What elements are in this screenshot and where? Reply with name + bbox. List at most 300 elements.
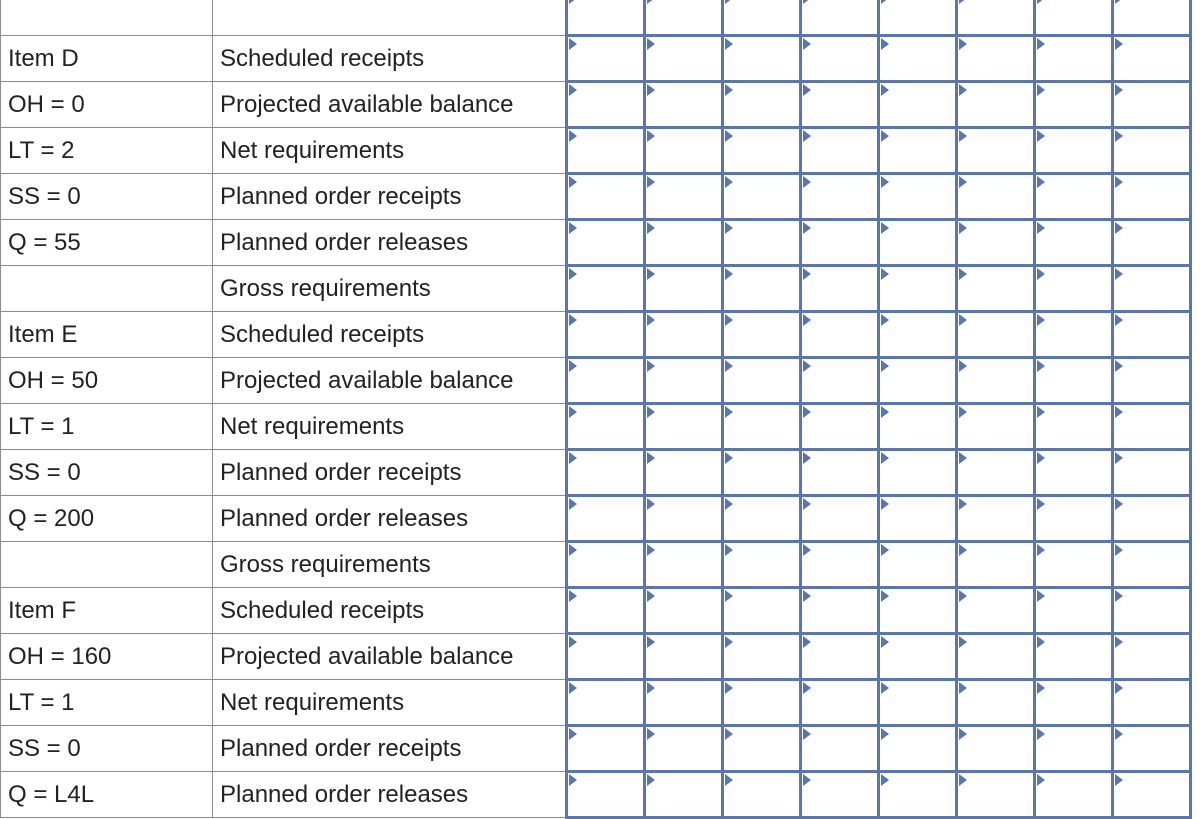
period-value-input[interactable] [646, 359, 721, 402]
period-value-input[interactable] [1114, 313, 1189, 356]
period-value-input[interactable] [802, 83, 877, 126]
period-value-input[interactable] [802, 267, 877, 310]
period-value-input[interactable] [568, 451, 643, 494]
period-value-input[interactable] [646, 221, 721, 264]
period-cell[interactable] [957, 220, 1035, 266]
period-cell[interactable] [879, 266, 957, 312]
period-cell[interactable] [645, 542, 723, 588]
period-cell[interactable] [957, 726, 1035, 772]
period-cell[interactable] [879, 680, 957, 726]
period-value-input[interactable] [958, 0, 1033, 34]
period-cell[interactable] [723, 542, 801, 588]
period-cell[interactable] [723, 36, 801, 82]
period-cell[interactable] [567, 174, 645, 220]
period-value-input[interactable] [724, 589, 799, 632]
period-value-input[interactable] [724, 83, 799, 126]
period-value-input[interactable] [646, 267, 721, 310]
period-cell[interactable] [645, 220, 723, 266]
period-cell[interactable] [645, 496, 723, 542]
item-parameter-cell: Item D [1, 36, 213, 82]
period-cell[interactable] [1113, 772, 1191, 818]
period-cell[interactable] [801, 266, 879, 312]
period-value-input[interactable] [802, 0, 877, 34]
period-cell[interactable] [567, 266, 645, 312]
period-value-input[interactable] [724, 451, 799, 494]
period-value-input[interactable] [958, 497, 1033, 540]
period-cell[interactable] [957, 266, 1035, 312]
period-cell[interactable] [567, 128, 645, 174]
period-cell[interactable] [1035, 588, 1113, 634]
period-cell[interactable] [957, 36, 1035, 82]
period-value-input[interactable] [568, 83, 643, 126]
period-value-input[interactable] [646, 313, 721, 356]
item-parameter-cell: SS = 0 [1, 450, 213, 496]
period-cell[interactable] [1035, 634, 1113, 680]
period-value-input[interactable] [1036, 37, 1111, 80]
period-cell[interactable] [723, 266, 801, 312]
period-value-input[interactable] [724, 359, 799, 402]
period-cell[interactable] [801, 220, 879, 266]
period-value-input[interactable] [958, 359, 1033, 402]
period-value-input[interactable] [802, 175, 877, 218]
table-row [1, 82, 1191, 128]
period-value-input[interactable] [646, 0, 721, 34]
period-cell[interactable] [1035, 82, 1113, 128]
row-label-cell: Planned order receipts [213, 450, 567, 496]
period-cell[interactable] [645, 450, 723, 496]
period-value-input[interactable] [802, 635, 877, 678]
period-cell[interactable] [645, 82, 723, 128]
period-cell[interactable] [1113, 128, 1191, 174]
period-value-input[interactable] [646, 451, 721, 494]
period-value-input[interactable] [724, 313, 799, 356]
row-label-cell: Net requirements [213, 128, 567, 174]
period-value-input[interactable] [1114, 635, 1189, 678]
period-cell[interactable] [957, 772, 1035, 818]
period-value-input[interactable] [880, 635, 955, 678]
period-value-input[interactable] [958, 773, 1033, 816]
period-cell[interactable] [645, 36, 723, 82]
period-value-input[interactable] [958, 37, 1033, 80]
period-cell[interactable] [1113, 404, 1191, 450]
period-value-input[interactable] [802, 681, 877, 724]
period-value-input[interactable] [802, 773, 877, 816]
row-label-cell: Net requirements [213, 680, 567, 726]
period-cell[interactable] [723, 634, 801, 680]
period-value-input[interactable] [1114, 267, 1189, 310]
period-value-input[interactable] [802, 221, 877, 264]
period-value-input[interactable] [568, 221, 643, 264]
period-value-input[interactable] [724, 129, 799, 172]
period-cell[interactable] [723, 128, 801, 174]
period-value-input[interactable] [568, 543, 643, 586]
period-value-input[interactable] [646, 497, 721, 540]
period-value-input[interactable] [568, 129, 643, 172]
period-cell[interactable] [723, 220, 801, 266]
period-cell[interactable] [1113, 358, 1191, 404]
period-value-input[interactable] [724, 773, 799, 816]
period-cell[interactable] [1035, 36, 1113, 82]
period-cell[interactable] [879, 174, 957, 220]
period-value-input[interactable] [880, 773, 955, 816]
period-value-input[interactable] [568, 635, 643, 678]
period-value-input[interactable] [1036, 451, 1111, 494]
period-cell[interactable] [1035, 450, 1113, 496]
period-cell[interactable] [1113, 680, 1191, 726]
period-value-input[interactable] [568, 681, 643, 724]
period-cell[interactable] [801, 358, 879, 404]
period-value-input[interactable] [1036, 175, 1111, 218]
period-cell[interactable] [801, 680, 879, 726]
period-value-input[interactable] [1036, 543, 1111, 586]
period-cell[interactable] [723, 496, 801, 542]
period-value-input[interactable] [646, 727, 721, 770]
period-cell[interactable] [1035, 404, 1113, 450]
period-value-input[interactable] [1036, 681, 1111, 724]
period-value-input[interactable] [568, 405, 643, 448]
period-value-input[interactable] [724, 543, 799, 586]
period-cell[interactable] [1035, 772, 1113, 818]
period-cell[interactable] [1035, 312, 1113, 358]
period-value-input[interactable] [802, 589, 877, 632]
period-value-input[interactable] [802, 313, 877, 356]
period-cell[interactable] [645, 772, 723, 818]
period-cell[interactable] [645, 634, 723, 680]
row-label-cell: Projected available balance [213, 82, 567, 128]
period-cell[interactable] [879, 128, 957, 174]
period-value-input[interactable] [724, 405, 799, 448]
period-value-input[interactable] [568, 0, 643, 34]
period-cell[interactable] [567, 82, 645, 128]
period-value-input[interactable] [1114, 773, 1189, 816]
period-cell[interactable] [957, 404, 1035, 450]
period-cell[interactable] [1113, 542, 1191, 588]
period-cell[interactable] [879, 588, 957, 634]
period-value-input[interactable] [568, 267, 643, 310]
period-cell[interactable] [879, 772, 957, 818]
period-value-input[interactable] [568, 359, 643, 402]
period-value-input[interactable] [568, 37, 643, 80]
period-value-input[interactable] [958, 267, 1033, 310]
period-cell[interactable] [723, 0, 801, 36]
period-cell[interactable] [879, 220, 957, 266]
period-value-input[interactable] [802, 359, 877, 402]
period-cell[interactable] [879, 358, 957, 404]
item-parameter-cell: SS = 0 [1, 174, 213, 220]
period-cell[interactable] [879, 404, 957, 450]
period-value-input[interactable] [1114, 589, 1189, 632]
period-cell[interactable] [567, 772, 645, 818]
period-cell[interactable] [879, 634, 957, 680]
period-value-input[interactable] [958, 589, 1033, 632]
period-cell[interactable] [1113, 36, 1191, 82]
period-cell[interactable] [1035, 0, 1113, 36]
period-value-input[interactable] [1036, 0, 1111, 34]
period-value-input[interactable] [1114, 451, 1189, 494]
period-cell[interactable] [1113, 174, 1191, 220]
period-value-input[interactable] [880, 221, 955, 264]
period-value-input[interactable] [1036, 129, 1111, 172]
period-cell[interactable] [801, 634, 879, 680]
period-cell[interactable] [957, 0, 1035, 36]
period-cell[interactable] [723, 680, 801, 726]
period-value-input[interactable] [1114, 175, 1189, 218]
period-value-input[interactable] [958, 727, 1033, 770]
period-value-input[interactable] [724, 727, 799, 770]
period-value-input[interactable] [802, 37, 877, 80]
period-value-input[interactable] [880, 175, 955, 218]
period-cell[interactable] [645, 404, 723, 450]
period-cell[interactable] [645, 726, 723, 772]
period-value-input[interactable] [958, 175, 1033, 218]
period-cell[interactable] [957, 82, 1035, 128]
period-value-input[interactable] [1036, 589, 1111, 632]
period-cell[interactable] [723, 588, 801, 634]
period-value-input[interactable] [958, 221, 1033, 264]
period-cell[interactable] [957, 312, 1035, 358]
period-cell[interactable] [567, 588, 645, 634]
period-cell[interactable] [801, 496, 879, 542]
period-cell[interactable] [879, 82, 957, 128]
period-cell[interactable] [879, 312, 957, 358]
period-value-input[interactable] [646, 83, 721, 126]
period-value-input[interactable] [802, 543, 877, 586]
period-value-input[interactable] [1036, 359, 1111, 402]
period-value-input[interactable] [568, 313, 643, 356]
period-value-input[interactable] [1036, 727, 1111, 770]
period-cell[interactable] [879, 36, 957, 82]
period-value-input[interactable] [724, 0, 799, 34]
period-cell[interactable] [1035, 680, 1113, 726]
period-cell[interactable] [1035, 726, 1113, 772]
period-cell[interactable] [567, 404, 645, 450]
period-cell[interactable] [723, 312, 801, 358]
period-cell[interactable] [801, 128, 879, 174]
period-cell[interactable] [567, 220, 645, 266]
period-value-input[interactable] [958, 681, 1033, 724]
period-value-input[interactable] [1114, 37, 1189, 80]
period-value-input[interactable] [880, 681, 955, 724]
period-cell[interactable] [567, 36, 645, 82]
period-cell[interactable] [957, 358, 1035, 404]
item-parameter-cell: Q = L4L [1, 772, 213, 818]
period-cell[interactable] [1035, 358, 1113, 404]
period-value-input[interactable] [880, 37, 955, 80]
period-value-input[interactable] [958, 83, 1033, 126]
period-value-input[interactable] [958, 451, 1033, 494]
period-value-input[interactable] [1036, 221, 1111, 264]
period-value-input[interactable] [802, 727, 877, 770]
period-cell[interactable] [1113, 450, 1191, 496]
period-cell[interactable] [645, 358, 723, 404]
period-value-input[interactable] [1114, 727, 1189, 770]
period-cell[interactable] [645, 128, 723, 174]
period-value-input[interactable] [958, 543, 1033, 586]
period-value-input[interactable] [1036, 83, 1111, 126]
period-value-input[interactable] [880, 129, 955, 172]
period-cell[interactable] [723, 726, 801, 772]
period-cell[interactable] [801, 542, 879, 588]
period-value-input[interactable] [880, 497, 955, 540]
period-cell[interactable] [723, 450, 801, 496]
period-value-input[interactable] [646, 589, 721, 632]
period-cell[interactable] [957, 542, 1035, 588]
period-cell[interactable] [957, 128, 1035, 174]
period-cell[interactable] [567, 312, 645, 358]
period-cell[interactable] [1113, 726, 1191, 772]
period-value-input[interactable] [724, 37, 799, 80]
period-cell[interactable] [1035, 496, 1113, 542]
period-value-input[interactable] [1114, 83, 1189, 126]
period-cell[interactable] [645, 312, 723, 358]
period-value-input[interactable] [1036, 313, 1111, 356]
period-cell[interactable] [1035, 266, 1113, 312]
period-value-input[interactable] [958, 313, 1033, 356]
period-value-input[interactable] [1036, 497, 1111, 540]
period-cell[interactable] [1113, 588, 1191, 634]
period-cell[interactable] [567, 634, 645, 680]
period-cell[interactable] [879, 0, 957, 36]
period-value-input[interactable] [646, 405, 721, 448]
period-cell[interactable] [801, 450, 879, 496]
period-value-input[interactable] [646, 543, 721, 586]
period-cell[interactable] [567, 726, 645, 772]
period-cell[interactable] [1113, 634, 1191, 680]
period-cell[interactable] [723, 358, 801, 404]
period-value-input[interactable] [646, 175, 721, 218]
period-value-input[interactable] [1036, 405, 1111, 448]
period-value-input[interactable] [568, 727, 643, 770]
period-value-input[interactable] [802, 129, 877, 172]
period-cell[interactable] [723, 404, 801, 450]
period-cell[interactable] [567, 496, 645, 542]
period-cell[interactable] [723, 772, 801, 818]
period-cell[interactable] [1035, 128, 1113, 174]
period-value-input[interactable] [880, 0, 955, 34]
period-cell[interactable] [801, 404, 879, 450]
period-cell[interactable] [1035, 542, 1113, 588]
period-cell[interactable] [645, 588, 723, 634]
period-cell[interactable] [957, 588, 1035, 634]
period-cell[interactable] [801, 82, 879, 128]
period-value-input[interactable] [724, 497, 799, 540]
period-value-input[interactable] [724, 221, 799, 264]
period-cell[interactable] [567, 358, 645, 404]
period-cell[interactable] [1113, 496, 1191, 542]
period-value-input[interactable] [568, 589, 643, 632]
period-value-input[interactable] [802, 405, 877, 448]
period-cell[interactable] [1113, 220, 1191, 266]
period-cell[interactable] [645, 0, 723, 36]
period-cell[interactable] [723, 174, 801, 220]
period-value-input[interactable] [1114, 543, 1189, 586]
period-cell[interactable] [1035, 220, 1113, 266]
period-value-input[interactable] [646, 635, 721, 678]
period-value-input[interactable] [880, 313, 955, 356]
period-value-input[interactable] [1114, 405, 1189, 448]
period-value-input[interactable] [880, 267, 955, 310]
period-value-input[interactable] [1036, 773, 1111, 816]
period-cell[interactable] [801, 174, 879, 220]
period-cell[interactable] [567, 542, 645, 588]
period-cell[interactable] [957, 680, 1035, 726]
period-cell[interactable] [1113, 82, 1191, 128]
period-cell[interactable] [567, 0, 645, 36]
period-value-input[interactable] [646, 773, 721, 816]
period-cell[interactable] [879, 726, 957, 772]
period-cell[interactable] [801, 588, 879, 634]
period-value-input[interactable] [568, 175, 643, 218]
period-cell[interactable] [801, 0, 879, 36]
period-value-input[interactable] [724, 267, 799, 310]
period-cell[interactable] [957, 496, 1035, 542]
item-parameter-cell: OH = 0 [1, 82, 213, 128]
period-value-input[interactable] [880, 543, 955, 586]
period-value-input[interactable] [958, 635, 1033, 678]
period-value-input[interactable] [646, 129, 721, 172]
period-cell[interactable] [567, 680, 645, 726]
period-cell[interactable] [801, 726, 879, 772]
period-value-input[interactable] [880, 359, 955, 402]
period-value-input[interactable] [1114, 129, 1189, 172]
period-cell[interactable] [879, 450, 957, 496]
period-value-input[interactable] [1114, 681, 1189, 724]
period-cell[interactable] [1113, 0, 1191, 36]
row-label-cell: Gross requirements [213, 266, 567, 312]
period-cell[interactable] [879, 496, 957, 542]
period-cell[interactable] [1113, 266, 1191, 312]
period-cell[interactable] [645, 266, 723, 312]
period-cell[interactable] [723, 82, 801, 128]
period-value-input[interactable] [1114, 359, 1189, 402]
period-value-input[interactable] [1114, 221, 1189, 264]
period-value-input[interactable] [1114, 497, 1189, 540]
period-cell[interactable] [957, 634, 1035, 680]
period-cell[interactable] [801, 772, 879, 818]
period-value-input[interactable] [724, 681, 799, 724]
period-value-input[interactable] [880, 589, 955, 632]
period-cell[interactable] [567, 450, 645, 496]
period-value-input[interactable] [724, 175, 799, 218]
period-value-input[interactable] [802, 497, 877, 540]
period-value-input[interactable] [568, 497, 643, 540]
period-value-input[interactable] [1036, 635, 1111, 678]
period-cell[interactable] [879, 542, 957, 588]
period-value-input[interactable] [646, 37, 721, 80]
period-value-input[interactable] [568, 773, 643, 816]
table-row [1, 450, 1191, 496]
period-value-input[interactable] [646, 681, 721, 724]
period-cell[interactable] [1035, 174, 1113, 220]
period-cell[interactable] [1113, 312, 1191, 358]
period-value-input[interactable] [958, 129, 1033, 172]
period-value-input[interactable] [958, 405, 1033, 448]
period-value-input[interactable] [1036, 267, 1111, 310]
period-cell[interactable] [957, 450, 1035, 496]
period-cell[interactable] [645, 174, 723, 220]
period-value-input[interactable] [880, 83, 955, 126]
period-value-input[interactable] [802, 451, 877, 494]
period-value-input[interactable] [880, 451, 955, 494]
period-cell[interactable] [645, 680, 723, 726]
period-cell[interactable] [801, 36, 879, 82]
period-cell[interactable] [801, 312, 879, 358]
period-value-input[interactable] [880, 727, 955, 770]
period-cell[interactable] [957, 174, 1035, 220]
period-value-input[interactable] [724, 635, 799, 678]
period-value-input[interactable] [1114, 0, 1189, 34]
period-value-input[interactable] [880, 405, 955, 448]
